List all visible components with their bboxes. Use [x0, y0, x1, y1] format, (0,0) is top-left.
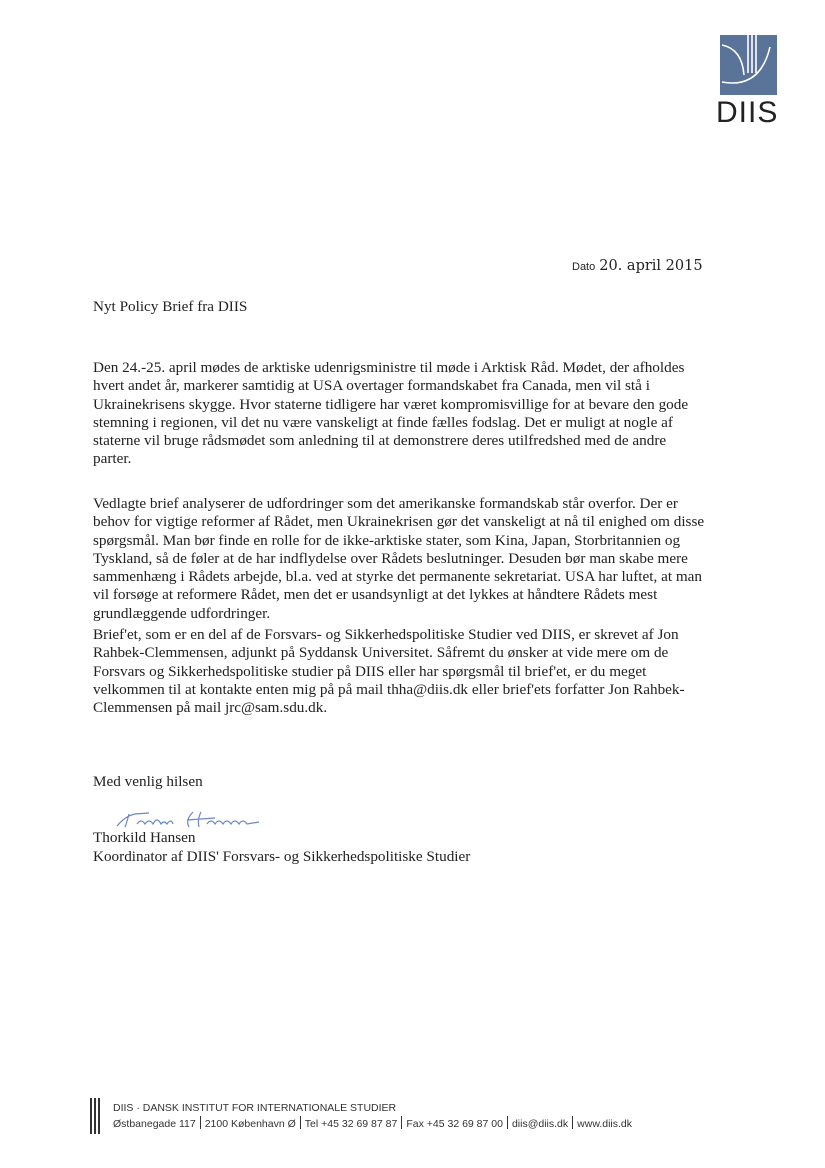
- text-line: sammenhæng i Rådets arbejde, bl.a. ved at styrke det permanente sekretariat. USA har luftet, at man: [93, 568, 702, 586]
- footer-bars-icon: [90, 1098, 102, 1134]
- footer-email-link[interactable]: diis@diis.dk: [511, 1118, 569, 1130]
- text-line: behov for vigtige reformer af Rådet, men Ukrainekrisen gør det vanskeligt at nå til enighed om disse: [93, 513, 705, 531]
- paragraph-1: [93, 359, 688, 469]
- text-line: stemning i regionen, vil det nu være vanskeligt at finde fælles fodslag. Det er muligt at nogle af: [93, 413, 673, 431]
- signer-title: Koordinator af DIIS' Forsvars- og Sikkerhedspolitiske Studier: [93, 848, 471, 865]
- footer-org: DIIS · DANSK INSTITUT FOR INTERNATIONALE STUDIER: [113, 1102, 397, 1114]
- footer: [113, 1100, 632, 1132]
- footer-address: Østbanegade 117: [113, 1118, 196, 1130]
- text-line: Brief'et, som er en del af de Forsvars- og Sikkerhedspolitiske Studier ved DIIS, er skrevet af Jon: [93, 626, 679, 643]
- text-line: Vedlagte brief analyserer de udfordringer som det amerikanske formandskab står overfor. Der er: [93, 495, 678, 512]
- logo-text: DIIS: [716, 96, 779, 129]
- subject: Nyt Policy Brief fra DIIS: [93, 298, 248, 315]
- text-line: velkommen til at kontakte enten mig på på mail thha@diis.dk eller brief'ets forfatter Jon Rahbek-: [93, 680, 685, 698]
- text-line: vil forsøge at reformere Rådet, men det er usandsynligt at det lykkes at håndtere Rådets mest: [93, 586, 658, 604]
- date-line: [572, 258, 703, 274]
- footer-tel: Tel +45 32 69 87 87: [304, 1118, 398, 1130]
- paragraph-3: [93, 626, 685, 717]
- date-value: 20. april 2015: [599, 258, 703, 274]
- text-line: parter.: [93, 450, 132, 468]
- footer-web-link[interactable]: www.diis.dk: [577, 1118, 633, 1130]
- text-line: Clemmensen på mail jrc@sam.sdu.dk.: [93, 699, 328, 717]
- text-line: Tyskland, så de føler at de har indflydelse over Rådets beslutninger. Desuden bør man skabe mere: [93, 549, 688, 567]
- text-line: Ukrainekrisens skygge. Hvor staterne tidligere har været kompromisvillige for at bevare den gode: [93, 395, 689, 413]
- text-line: Rahbek-Clemmensen, adjunkt på Syddansk Universitet. Såfremt du ønsker at vide mere om de: [93, 644, 669, 662]
- diis-logo-icon: [720, 35, 777, 95]
- text-line: Den 24.-25. april mødes de arktiske udenrigsministre til møde i Arktisk Råd. Mødet, der afholdes: [93, 359, 685, 376]
- text-line: hvert andet år, markerer samtidig at USA overtager formandskabet fra Canada, men vil stå i: [93, 377, 650, 395]
- text-line: Forsvars og Sikkerhedspolitiske studier på DIIS eller har spørgsmål til brief'et, er du meget: [93, 662, 647, 680]
- footer-fax: Fax +45 32 69 87 00: [406, 1118, 503, 1130]
- footer-city: 2100 København Ø: [204, 1118, 296, 1130]
- date-label: Dato: [572, 261, 596, 273]
- text-line: spørgsmål. Man bør finde en rolle for de ikke-arktiske stater, som Kina, Japan, Storbritannien og: [93, 531, 681, 549]
- paragraph-2: [93, 495, 704, 623]
- closing: Med venlig hilsen: [93, 773, 203, 790]
- text-line: staterne vil bruge rådsmødet som anledning til at demonstrere deres utilfredshed med de andre: [93, 432, 667, 450]
- signer-name: Thorkild Hansen: [93, 829, 196, 846]
- text-line: grundlæggende udfordringer.: [93, 604, 271, 622]
